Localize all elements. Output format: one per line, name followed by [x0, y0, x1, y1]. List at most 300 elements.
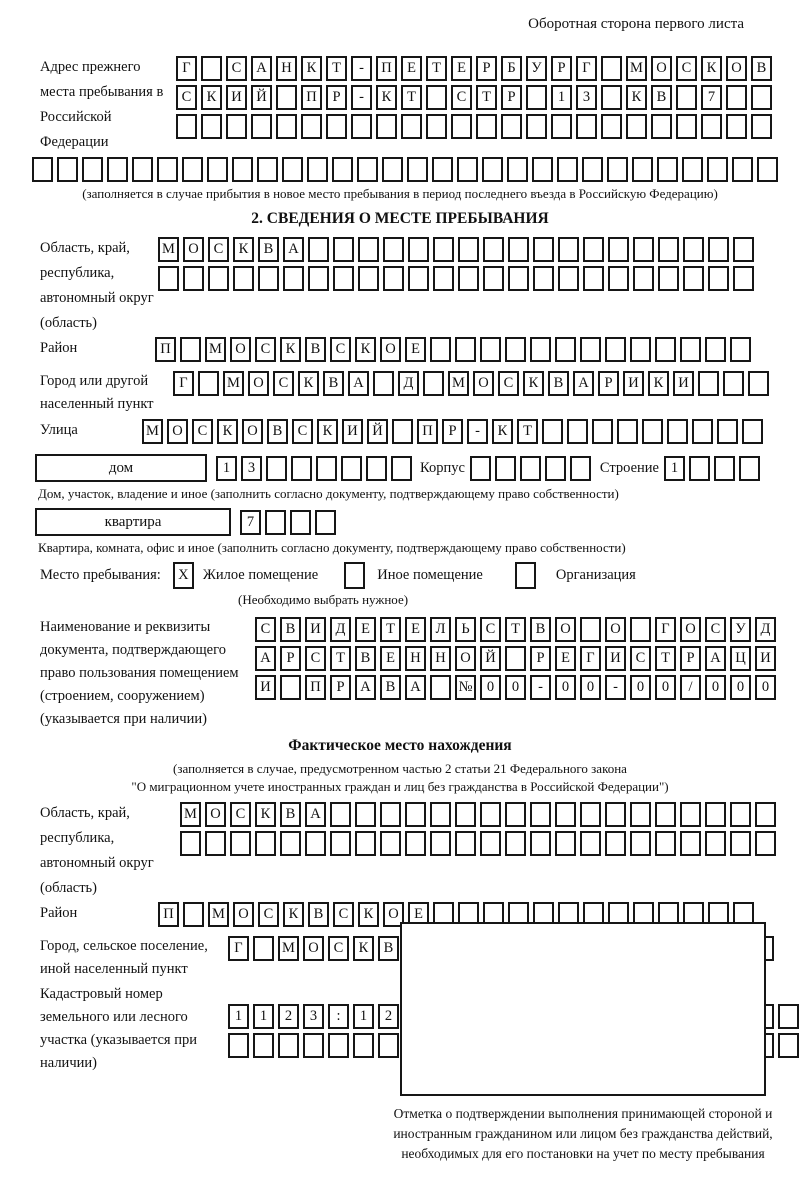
char-box[interactable] — [730, 802, 751, 827]
char-box[interactable]: Р — [280, 646, 301, 671]
char-box[interactable] — [232, 157, 253, 182]
stay-type-checkbox-other-premises[interactable] — [344, 562, 365, 589]
char-box[interactable]: А — [705, 646, 726, 671]
char-box[interactable] — [280, 675, 301, 700]
char-box[interactable]: К — [301, 56, 322, 81]
char-box[interactable]: О — [205, 802, 226, 827]
char-box[interactable] — [430, 675, 451, 700]
char-box[interactable]: Т — [517, 419, 538, 444]
char-box[interactable] — [698, 371, 719, 396]
char-box[interactable]: Р — [476, 56, 497, 81]
char-box[interactable] — [683, 266, 704, 291]
char-box[interactable] — [455, 802, 476, 827]
char-box[interactable] — [778, 1033, 799, 1058]
char-box[interactable]: С — [192, 419, 213, 444]
char-box[interactable] — [355, 831, 376, 856]
char-box[interactable] — [391, 456, 412, 481]
char-box[interactable]: Д — [330, 617, 351, 642]
char-box[interactable]: 0 — [755, 675, 776, 700]
char-box[interactable] — [730, 831, 751, 856]
char-box[interactable] — [265, 510, 286, 535]
char-box[interactable]: Д — [398, 371, 419, 396]
char-box[interactable]: И — [305, 617, 326, 642]
char-box[interactable] — [426, 85, 447, 110]
char-box[interactable] — [383, 237, 404, 262]
char-box[interactable] — [748, 371, 769, 396]
char-box[interactable] — [392, 419, 413, 444]
char-box[interactable]: С — [230, 802, 251, 827]
char-box[interactable] — [430, 802, 451, 827]
char-box[interactable] — [32, 157, 53, 182]
char-box[interactable]: О — [383, 902, 404, 927]
char-box[interactable] — [308, 266, 329, 291]
char-box[interactable] — [480, 337, 501, 362]
char-box[interactable] — [592, 419, 613, 444]
char-box[interactable]: 3 — [241, 456, 262, 481]
char-box[interactable]: М — [626, 56, 647, 81]
char-box[interactable] — [751, 114, 772, 139]
char-box[interactable]: С — [255, 337, 276, 362]
char-box[interactable] — [617, 419, 638, 444]
char-box[interactable]: П — [301, 85, 322, 110]
char-box[interactable]: Е — [555, 646, 576, 671]
char-box[interactable] — [276, 85, 297, 110]
char-box[interactable] — [505, 802, 526, 827]
char-box[interactable] — [355, 802, 376, 827]
char-box[interactable] — [266, 456, 287, 481]
char-box[interactable]: О — [248, 371, 269, 396]
char-box[interactable]: В — [548, 371, 569, 396]
char-box[interactable]: Й — [251, 85, 272, 110]
char-box[interactable]: Т — [326, 56, 347, 81]
char-box[interactable]: 0 — [580, 675, 601, 700]
char-box[interactable]: К — [217, 419, 238, 444]
char-box[interactable] — [532, 157, 553, 182]
char-box[interactable]: Г — [173, 371, 194, 396]
char-box[interactable] — [330, 831, 351, 856]
char-box[interactable]: О — [183, 237, 204, 262]
char-box[interactable] — [508, 266, 529, 291]
char-box[interactable] — [483, 266, 504, 291]
char-box[interactable] — [201, 114, 222, 139]
char-box[interactable]: 0 — [705, 675, 726, 700]
char-box[interactable]: В — [651, 85, 672, 110]
char-box[interactable] — [630, 617, 651, 642]
char-box[interactable] — [733, 237, 754, 262]
char-box[interactable]: О — [380, 337, 401, 362]
char-box[interactable] — [280, 831, 301, 856]
char-box[interactable] — [505, 646, 526, 671]
char-box[interactable] — [358, 266, 379, 291]
char-box[interactable]: К — [492, 419, 513, 444]
char-box[interactable] — [755, 802, 776, 827]
char-box[interactable] — [726, 114, 747, 139]
char-box[interactable]: 1 — [228, 1004, 249, 1029]
char-box[interactable] — [555, 831, 576, 856]
char-box[interactable] — [407, 157, 428, 182]
char-box[interactable]: Г — [576, 56, 597, 81]
char-box[interactable] — [658, 266, 679, 291]
char-box[interactable]: У — [526, 56, 547, 81]
char-box[interactable] — [258, 266, 279, 291]
char-box[interactable]: Д — [755, 617, 776, 642]
char-box[interactable] — [208, 266, 229, 291]
char-box[interactable] — [470, 456, 491, 481]
char-box[interactable]: С — [498, 371, 519, 396]
char-box[interactable] — [482, 157, 503, 182]
char-box[interactable]: М — [205, 337, 226, 362]
char-box[interactable] — [373, 371, 394, 396]
char-box[interactable] — [183, 266, 204, 291]
char-box[interactable]: 0 — [730, 675, 751, 700]
char-box[interactable] — [655, 802, 676, 827]
char-box[interactable] — [558, 266, 579, 291]
char-box[interactable] — [230, 831, 251, 856]
char-box[interactable]: И — [623, 371, 644, 396]
char-box[interactable] — [601, 56, 622, 81]
char-box[interactable]: М — [278, 936, 299, 961]
char-box[interactable] — [755, 831, 776, 856]
char-box[interactable] — [580, 617, 601, 642]
char-box[interactable]: Р — [501, 85, 522, 110]
char-box[interactable]: С — [630, 646, 651, 671]
char-box[interactable] — [315, 510, 336, 535]
char-box[interactable]: К — [317, 419, 338, 444]
char-box[interactable]: М — [158, 237, 179, 262]
char-box[interactable] — [551, 114, 572, 139]
char-box[interactable]: И — [226, 85, 247, 110]
char-box[interactable] — [480, 802, 501, 827]
char-box[interactable] — [158, 266, 179, 291]
char-box[interactable]: М — [448, 371, 469, 396]
char-box[interactable] — [401, 114, 422, 139]
char-box[interactable] — [757, 157, 778, 182]
char-box[interactable] — [689, 456, 710, 481]
char-box[interactable] — [705, 802, 726, 827]
char-box[interactable] — [676, 85, 697, 110]
char-box[interactable]: К — [353, 936, 374, 961]
char-box[interactable]: В — [751, 56, 772, 81]
char-box[interactable]: О — [233, 902, 254, 927]
char-box[interactable] — [733, 266, 754, 291]
char-box[interactable] — [455, 337, 476, 362]
char-box[interactable]: О — [167, 419, 188, 444]
char-box[interactable] — [605, 831, 626, 856]
char-box[interactable] — [308, 237, 329, 262]
char-box[interactable] — [228, 1033, 249, 1058]
char-box[interactable] — [630, 802, 651, 827]
char-box[interactable]: 0 — [630, 675, 651, 700]
char-box[interactable]: Г — [176, 56, 197, 81]
char-box[interactable] — [657, 157, 678, 182]
char-box[interactable]: Е — [401, 56, 422, 81]
char-box[interactable]: С — [705, 617, 726, 642]
char-box[interactable] — [642, 419, 663, 444]
char-box[interactable] — [742, 419, 763, 444]
char-box[interactable] — [682, 157, 703, 182]
char-box[interactable]: О — [230, 337, 251, 362]
char-box[interactable] — [707, 157, 728, 182]
char-box[interactable]: Р — [330, 675, 351, 700]
char-box[interactable] — [658, 237, 679, 262]
char-box[interactable]: С — [333, 902, 354, 927]
char-box[interactable] — [723, 371, 744, 396]
char-box[interactable]: О — [605, 617, 626, 642]
char-box[interactable]: У — [730, 617, 751, 642]
char-box[interactable] — [198, 371, 219, 396]
char-box[interactable] — [408, 237, 429, 262]
char-box[interactable] — [530, 337, 551, 362]
char-box[interactable]: К — [648, 371, 669, 396]
char-box[interactable]: Г — [228, 936, 249, 961]
char-box[interactable] — [380, 831, 401, 856]
char-box[interactable]: М — [180, 802, 201, 827]
char-box[interactable]: С — [676, 56, 697, 81]
char-box[interactable] — [683, 237, 704, 262]
char-box[interactable]: П — [158, 902, 179, 927]
char-box[interactable] — [183, 902, 204, 927]
char-box[interactable]: Й — [367, 419, 388, 444]
char-box[interactable] — [380, 802, 401, 827]
char-box[interactable]: 0 — [655, 675, 676, 700]
char-box[interactable]: С — [226, 56, 247, 81]
char-box[interactable]: И — [673, 371, 694, 396]
char-box[interactable]: В — [305, 337, 326, 362]
char-box[interactable]: Р — [680, 646, 701, 671]
char-box[interactable] — [526, 85, 547, 110]
char-box[interactable] — [358, 237, 379, 262]
char-box[interactable] — [303, 1033, 324, 1058]
char-box[interactable]: Р — [442, 419, 463, 444]
char-box[interactable] — [357, 157, 378, 182]
char-box[interactable] — [432, 157, 453, 182]
char-box[interactable]: 0 — [555, 675, 576, 700]
char-box[interactable] — [257, 157, 278, 182]
char-box[interactable]: К — [255, 802, 276, 827]
char-box[interactable]: Т — [401, 85, 422, 110]
char-box[interactable]: К — [523, 371, 544, 396]
char-box[interactable]: 1 — [253, 1004, 274, 1029]
char-box[interactable] — [451, 114, 472, 139]
char-box[interactable]: О — [680, 617, 701, 642]
char-box[interactable]: С — [292, 419, 313, 444]
char-box[interactable]: К — [355, 337, 376, 362]
char-box[interactable] — [632, 157, 653, 182]
char-box[interactable]: А — [251, 56, 272, 81]
char-box[interactable] — [483, 237, 504, 262]
char-box[interactable] — [533, 237, 554, 262]
char-box[interactable] — [558, 237, 579, 262]
char-box[interactable]: А — [405, 675, 426, 700]
char-box[interactable] — [717, 419, 738, 444]
char-box[interactable] — [633, 237, 654, 262]
char-box[interactable] — [255, 831, 276, 856]
char-box[interactable] — [180, 337, 201, 362]
char-box[interactable]: П — [155, 337, 176, 362]
char-box[interactable] — [501, 114, 522, 139]
char-box[interactable] — [180, 831, 201, 856]
char-box[interactable] — [680, 802, 701, 827]
char-box[interactable]: К — [626, 85, 647, 110]
char-box[interactable] — [507, 157, 528, 182]
char-box[interactable] — [333, 266, 354, 291]
char-box[interactable]: - — [467, 419, 488, 444]
char-box[interactable]: Ь — [455, 617, 476, 642]
char-box[interactable] — [608, 266, 629, 291]
char-box[interactable] — [630, 337, 651, 362]
char-box[interactable] — [326, 114, 347, 139]
char-box[interactable] — [508, 237, 529, 262]
char-box[interactable]: О — [242, 419, 263, 444]
char-box[interactable] — [476, 114, 497, 139]
char-box[interactable]: В — [280, 802, 301, 827]
char-box[interactable] — [426, 114, 447, 139]
char-box[interactable] — [557, 157, 578, 182]
char-box[interactable]: - — [351, 85, 372, 110]
char-box[interactable] — [655, 831, 676, 856]
char-box[interactable]: 0 — [505, 675, 526, 700]
char-box[interactable] — [283, 266, 304, 291]
char-box[interactable]: Е — [355, 617, 376, 642]
char-box[interactable] — [330, 802, 351, 827]
char-box[interactable] — [376, 114, 397, 139]
char-box[interactable]: К — [298, 371, 319, 396]
stay-type-checkbox-organization[interactable] — [515, 562, 536, 589]
char-box[interactable]: В — [280, 617, 301, 642]
char-box[interactable] — [570, 456, 591, 481]
char-box[interactable]: О — [555, 617, 576, 642]
char-box[interactable]: - — [530, 675, 551, 700]
char-box[interactable]: К — [283, 902, 304, 927]
char-box[interactable] — [82, 157, 103, 182]
char-box[interactable] — [608, 237, 629, 262]
char-box[interactable] — [708, 266, 729, 291]
char-box[interactable]: Е — [380, 646, 401, 671]
char-box[interactable] — [505, 337, 526, 362]
char-box[interactable] — [305, 831, 326, 856]
char-box[interactable] — [708, 237, 729, 262]
char-box[interactable] — [714, 456, 735, 481]
char-box[interactable]: Т — [476, 85, 497, 110]
char-box[interactable] — [480, 831, 501, 856]
char-box[interactable] — [423, 371, 444, 396]
char-box[interactable] — [701, 114, 722, 139]
char-box[interactable] — [207, 157, 228, 182]
char-box[interactable] — [601, 114, 622, 139]
char-box[interactable]: 3 — [303, 1004, 324, 1029]
char-box[interactable] — [57, 157, 78, 182]
char-box[interactable] — [341, 456, 362, 481]
char-box[interactable] — [333, 237, 354, 262]
char-box[interactable] — [366, 456, 387, 481]
char-box[interactable]: А — [255, 646, 276, 671]
char-box[interactable]: К — [233, 237, 254, 262]
char-box[interactable]: - — [351, 56, 372, 81]
char-box[interactable] — [555, 337, 576, 362]
char-box[interactable] — [276, 114, 297, 139]
char-box[interactable] — [351, 114, 372, 139]
char-box[interactable] — [705, 337, 726, 362]
char-box[interactable]: 7 — [240, 510, 261, 535]
char-box[interactable] — [353, 1033, 374, 1058]
char-box[interactable]: Т — [380, 617, 401, 642]
char-box[interactable]: К — [376, 85, 397, 110]
char-box[interactable]: В — [530, 617, 551, 642]
char-box[interactable] — [545, 456, 566, 481]
char-box[interactable]: В — [258, 237, 279, 262]
char-box[interactable] — [107, 157, 128, 182]
char-box[interactable] — [692, 419, 713, 444]
char-box[interactable] — [458, 237, 479, 262]
char-box[interactable]: С — [480, 617, 501, 642]
char-box[interactable] — [530, 831, 551, 856]
char-box[interactable] — [328, 1033, 349, 1058]
char-box[interactable] — [382, 157, 403, 182]
char-box[interactable]: И — [255, 675, 276, 700]
char-box[interactable] — [555, 802, 576, 827]
char-box[interactable]: А — [305, 802, 326, 827]
char-box[interactable] — [630, 831, 651, 856]
char-box[interactable] — [583, 237, 604, 262]
char-box[interactable] — [751, 85, 772, 110]
char-box[interactable]: 1 — [664, 456, 685, 481]
char-box[interactable] — [307, 157, 328, 182]
char-box[interactable]: Г — [655, 617, 676, 642]
char-box[interactable] — [520, 456, 541, 481]
char-box[interactable] — [778, 1004, 799, 1029]
char-box[interactable]: И — [342, 419, 363, 444]
char-box[interactable]: Р — [551, 56, 572, 81]
char-box[interactable]: П — [376, 56, 397, 81]
char-box[interactable]: Р — [326, 85, 347, 110]
char-box[interactable] — [580, 337, 601, 362]
char-box[interactable] — [576, 114, 597, 139]
char-box[interactable]: О — [726, 56, 747, 81]
char-box[interactable]: М — [142, 419, 163, 444]
char-box[interactable] — [582, 157, 603, 182]
char-box[interactable]: А — [573, 371, 594, 396]
char-box[interactable] — [626, 114, 647, 139]
char-box[interactable]: 2 — [378, 1004, 399, 1029]
char-box[interactable]: М — [223, 371, 244, 396]
char-box[interactable]: Е — [451, 56, 472, 81]
char-box[interactable]: С — [328, 936, 349, 961]
char-box[interactable] — [383, 266, 404, 291]
char-box[interactable] — [458, 266, 479, 291]
char-box[interactable] — [680, 337, 701, 362]
char-box[interactable]: В — [378, 936, 399, 961]
char-box[interactable] — [132, 157, 153, 182]
char-box[interactable] — [233, 266, 254, 291]
char-box[interactable]: В — [267, 419, 288, 444]
char-box[interactable] — [601, 85, 622, 110]
char-box[interactable]: Н — [430, 646, 451, 671]
char-box[interactable]: С — [305, 646, 326, 671]
char-box[interactable] — [605, 802, 626, 827]
char-box[interactable] — [291, 456, 312, 481]
char-box[interactable]: Г — [580, 646, 601, 671]
char-box[interactable]: П — [417, 419, 438, 444]
char-box[interactable] — [332, 157, 353, 182]
char-box[interactable] — [430, 337, 451, 362]
char-box[interactable]: В — [380, 675, 401, 700]
char-box[interactable]: А — [348, 371, 369, 396]
char-box[interactable] — [316, 456, 337, 481]
char-box[interactable] — [730, 337, 751, 362]
char-box[interactable] — [176, 114, 197, 139]
char-box[interactable] — [680, 831, 701, 856]
char-box[interactable]: Е — [405, 617, 426, 642]
